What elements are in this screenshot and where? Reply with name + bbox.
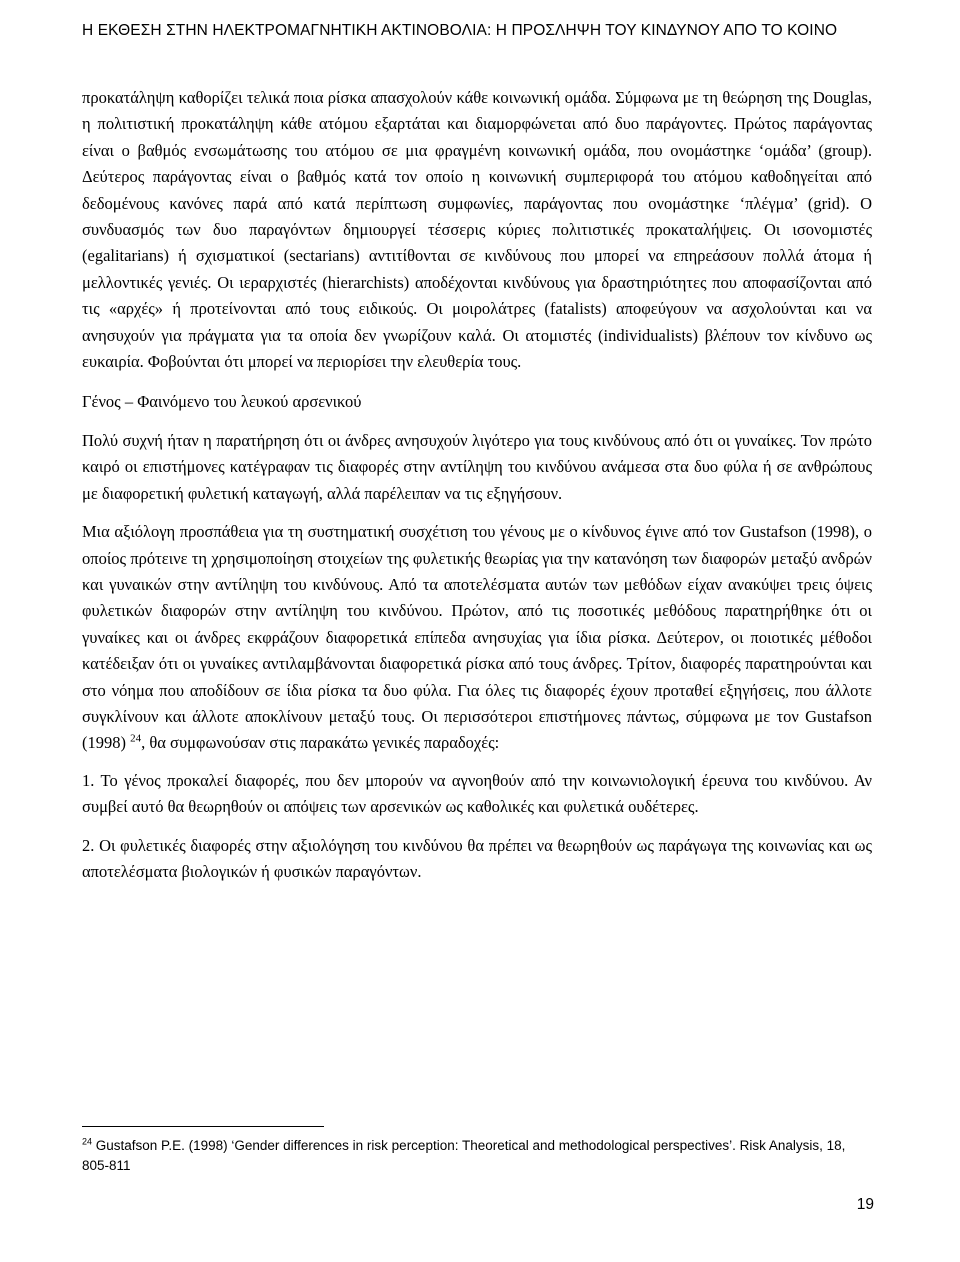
paragraph-text: , θα συμφωνούσαν στις παρακάτω γενικές παραδοχές: — [141, 733, 500, 753]
main-text — [82, 85, 872, 885]
page-number: 19 — [856, 1196, 874, 1213]
list-item: 2. Οι φυλετικές διαφορές στην αξιολόγηση του κινδύνου θα πρέπει να θεωρηθούν ως παράγωγα της κοινωνίας και ως αποτελέσματα βιολογικών ή φυσικών παραγόντων. — [82, 835, 872, 881]
footnote-number: 24 — [82, 1136, 93, 1147]
paragraph: προκατάληψη καθορίζει τελικά ποια ρίσκα απασχολούν κάθε κοινωνική ομάδα. Σύμφωνα με τη θεώρηση της Douglas, η πολιτιστική προκατάληψη κάθε ατόμου εξαρτάται και διαμορφώνεται από δυο παράγοντες. Πρώτος παράγοντας είναι ο βαθμός ενσωμάτωσης του ατόμου σε μια φραγμένη κοινωνική ομάδα, που ονομάστηκε ‘ομάδα’ (group). Δεύτερος παράγοντας είναι ο βαθμός κατά τον οποίο η κοινωνική συμπεριφορά του ατόμου καθοδηγείται από δεδομένους κανόνες παρά από κατά περίπτωση συμφωνίες, παράγοντας που ονομάστηκε ‘πλέγμα’ (grid). Ο συνδυασμός των δυο παραγόντων δημιουργεί τέσσερις κύριες πολιτιστικές προκαταλήψεις. Οι ισονομιστές (egalitarians) ή σχισματικοί (sectarians) αντιτίθονται σε κινδύνους που μπορεί να επηρεάσουν πολλά άτομα ή μελλοντικές γενιές. Οι ιεραρχιστές (hierarchists) αποδέχονται κινδύνους για δραστηριότητες που αποφασίζονται από τις «αρχές» ή προτείνονται από τους ειδικούς. Οι μοιρολάτρες (fatalists) αποφεύγουν να ασχολούνται και να ανησυχούν για πράγματα για τα οποία δεν γνωρίζουν καλά. Οι ατομιστές (individualists) βλέπουν τον κίνδυνο ως ευκαιρία. Φοβούνται ότι μπορεί να περιορίσει την ελευθερία τους. — [82, 88, 872, 372]
footnote-text: Gustafson P.E. (1998) ‘Gender differences in risk perception: Theoretical and methodological perspectives’. Risk Analysis, 18, 805-811 — [82, 1138, 846, 1173]
footnote-reference[interactable]: 24 — [130, 732, 142, 745]
section-heading: Γένος – Φαινόμενο του λευκού αρσενικού — [82, 392, 362, 412]
paragraph: Πολύ συχνή ήταν η παρατήρηση ότι οι άνδρες ανησυχούν λιγότερο για τους κινδύνους από ότι οι γυναίκες. Τον πρώτο καιρό οι επιστήμονες κατέγραφαν τις διαφορές στην αντίληψη του κινδύνου ανάμεσα στα δυο φύλα ή σε ανθρώπους με διαφορετική φυλετική καταγωγή, αλλά παρέλειπαν να τις εξηγήσουν. — [82, 430, 872, 503]
running-header: Η ΕΚΘΕΣΗ ΣΤΗΝ ΗΛΕΚΤΡΟΜΑΓΝΗΤΙΚΗ ΑΚΤΙΝΟΒΟΛΙΑ: Η ΠΡΟΣΛΗΨΗ ΤΟΥ ΚΙΝΔΥΝΟΥ ΑΠΟ ΤΟ ΚΟΙΝΟ — [82, 22, 838, 39]
list-item: 1. Το γένος προκαλεί διαφορές, που δεν μπορούν να αγνοηθούν από την κοινωνιολογική έρευνα του κινδύνου. Αν συμβεί αυτό θα θεωρηθούν οι απόψεις των αρσενικών ως καθολικές και φυλετικά ουδέτερες. — [82, 770, 872, 817]
paragraph — [82, 519, 872, 757]
footnote — [82, 1136, 872, 1176]
paragraph-text: Μια αξιόλογη προσπάθεια για τη συστηματική συσχέτιση του γένους με ο κίνδυνος έγινε από τον Gustafson (1998), ο οποίος πρότεινε τη χρησιμοποίηση στοιχείων της φυλετικής θεωρίας για την κατανόηση των διαφορών μεταξύ ανδρών και γυναικών στην αντίληψη του κινδύνους. Από τα αποτελέσματα αυτών των μεθόδων είχαν ανακύψει τρεις όψεις φυλετικών διαφορών στην αντίληψη του κινδύνου. Πρώτον, από τις ποσοτικές μεθόδους παρατηρήθηκε ότι οι γυναίκες και οι άνδρες εκφράζουν διαφορετικά επίπεδα ανησυχίας για ίδια ρίσκα. Δεύτερον, οι ποιοτικές μέθοδοι κατέδειξαν ότι οι γυναίκες αντιλαμβάνονται διαφορετικά ρίσκα από τους άνδρες. Τρίτον, διαφορές παρατηρούνται και στο νόημα που αποδίδουν σε ίδια ρίσκα τα δυο φύλα. Για όλες τις διαφορές έχουν προταθεί εξηγήσεις, που άλλοτε συγκλίνουν και άλλοτε αποκλίνουν μεταξύ τους. Οι περισσότεροι επιστήμονες πάντως, σύμφωνα με τον Gustafson (1998) — [82, 522, 872, 753]
footnote-separator — [82, 1126, 324, 1127]
